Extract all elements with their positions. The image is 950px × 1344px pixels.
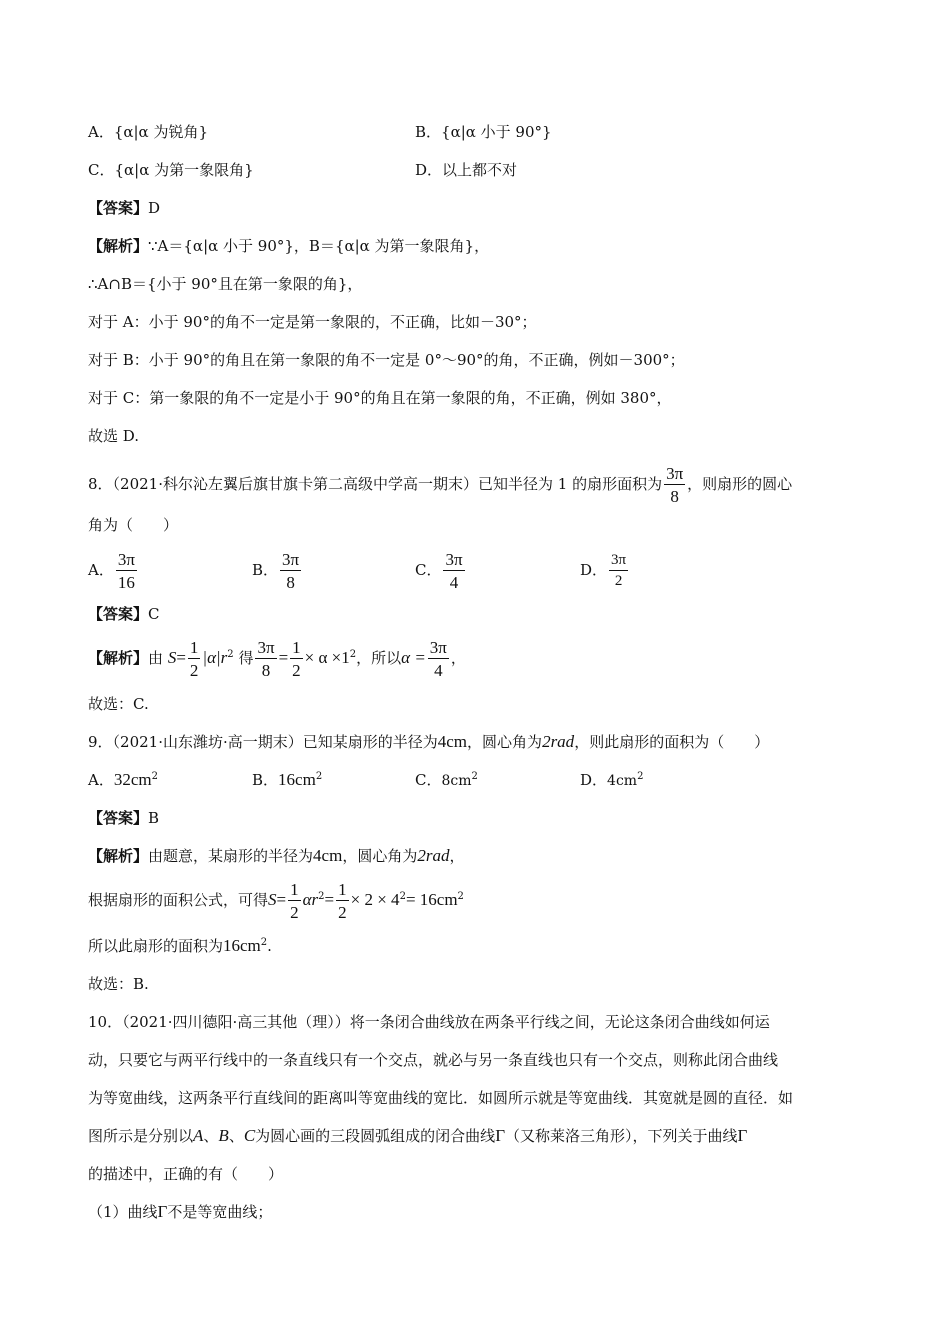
fraction-numerator: 3π [666,464,684,483]
option-fraction [609,553,628,589]
answer-value: D [148,199,161,217]
q9-option-c [415,770,478,791]
q7-option-b: B．{α|α 小于 90°} [415,123,552,141]
exponent: 2 [151,771,158,782]
analysis-label: 【解析】 [88,649,149,667]
q8-answer [88,604,160,624]
fraction-denominator: 2 [338,903,347,922]
exponent: 2 [315,771,323,782]
analysis-text: ，圆心角为 [342,847,418,865]
exponent: 2 [227,649,234,660]
fraction-numerator: 1 [290,880,299,899]
q10-line-3: 为等宽曲线，这两条平行直线间的距离叫等宽曲线的宽比．如圆所示就是等宽曲线．其宽就是圆的直径．如 [88,1089,794,1107]
analysis-label: 【解析】 [88,237,149,255]
q10-line-5: 的描述中，正确的有（ ） [88,1165,284,1183]
point-a: A [193,1126,204,1145]
q10-text: 为圆心画的三段圆弧组成的闭合曲线 [255,1127,496,1145]
q8-option-d [580,548,630,592]
q9-analysis-line-2 [88,878,464,922]
answer-label: 【答案】 [88,199,149,217]
q9-stem-text: ，则此扇形的面积为（ ） [574,733,770,751]
option-fraction [443,551,464,591]
fraction-numerator: 3π [257,638,275,657]
math-operator: = [176,648,186,667]
option-fraction [280,551,301,591]
fraction-denominator: 2 [614,573,623,589]
analysis-text: ， [450,649,466,667]
answer-label: 【答案】 [88,605,149,623]
math-operator: = [278,648,289,667]
q7-analysis-line-3: 对于 A：小于 90°的角不一定是第一象限的，不正确，比如－30°； [88,313,537,331]
gamma-symbol: Γ [157,1202,168,1221]
fraction-numerator: 1 [292,638,301,657]
math-value: 2rad [417,846,450,865]
answer-value: C [148,605,160,623]
q7-answer [88,198,160,218]
q7-conclusion: 故选 D. [88,427,140,445]
fraction-denominator: 4 [449,573,459,592]
q9-stem [88,732,769,752]
q9-answer [88,808,159,828]
q7-option-d: D．以上都不对 [415,161,518,179]
q8-option-c [415,548,467,592]
q10-item-1 [88,1202,272,1222]
q10-text: （1）曲线 [88,1203,158,1221]
analysis-text: . [267,937,272,955]
q7-analysis-line-4: 对于 B：小于 90°的角且在第一象限的角不一定是 0°～90°的角，不正确，例如－300°； [88,351,685,369]
math-value: 4cm [437,732,468,751]
exponent: 2 [471,771,478,782]
fraction-numerator: 3π [117,550,135,569]
q8-stem-text-end: ，则扇形的圆心 [687,475,793,493]
analysis-label: 【解析】 [88,847,149,865]
fraction-denominator: 2 [290,903,299,922]
q10-text: （又称莱洛三角形），下列关于曲线 [505,1127,738,1145]
analysis-text: 由题意，某扇形的半径为 [148,847,314,865]
option-label: D． [580,771,608,789]
half-fraction [188,639,201,679]
fraction-denominator: 8 [286,573,295,592]
half-fraction [288,881,301,921]
half-fraction [336,881,349,921]
exponent: 2 [260,937,268,948]
q7-analysis-line-2: ∴A∩B＝{小于 90°且在第一象限的角}， [88,275,363,293]
q8-stem-line-1 [88,462,792,506]
option-value: 4cm [607,773,638,789]
analysis-text: ∵A＝{α|α 小于 90°}，B＝{α|α 为第一象限角}， [148,237,490,255]
math-symbol: S [268,890,277,909]
analysis-text: 由 [148,649,164,667]
fraction-numerator: 1 [189,638,199,657]
exponent: 2 [399,891,406,902]
half-fraction [290,639,303,679]
q9-stem-text: 9．（2021·山东潍坊·高一期末）已知某扇形的半径为 [88,733,438,751]
option-label: A． [88,771,114,789]
math-expression: α = [401,648,426,667]
q10-text: 不是等宽曲线； [167,1203,273,1221]
fraction-numerator: 3π [445,550,463,569]
q9-option-d [580,770,643,791]
q8-stem-line-2: 角为（ ） [88,516,179,534]
fraction-denominator: 8 [670,487,679,506]
q7-analysis-line-1 [88,236,489,256]
math-value: 2rad [542,732,575,751]
point-b: B [218,1126,229,1145]
gamma-symbol: Γ [495,1126,506,1145]
math-expression: × α ×1 [304,648,350,667]
exponent: 2 [637,771,644,782]
exponent: 2 [349,649,357,660]
math-operator: = [324,890,335,909]
fraction-denominator: 2 [189,661,199,680]
q10-text: 图所示是分别以 [88,1127,194,1145]
q8-option-a [88,548,139,592]
q9-analysis-line-1 [88,846,464,866]
analysis-fraction [428,639,449,679]
exponent: 2 [318,891,325,902]
q8-stem-fraction [664,465,685,505]
option-value: 8cm [441,773,472,789]
q10-line-4 [88,1126,747,1146]
answer-label: 【答案】 [88,809,149,827]
q8-option-b [252,548,303,592]
q7-option-c: C．{α|α 为第一象限角} [88,161,254,179]
fraction-numerator: 3π [609,553,628,571]
analysis-text: ， [449,847,465,865]
math-value: 16cm [223,936,261,955]
q9-option-b [252,770,322,790]
q9-option-a [88,770,158,790]
q7-analysis-line-5: 对于 C：第一象限的角不一定是小于 90°的角且在第一象限的角，不正确，例如 380°， [88,389,672,407]
q8-stem-text: 8．（2021·科尔沁左翼后旗甘旗卡第二高级中学高一期末）已知半径为 1 的扇形面积为 [88,475,663,493]
fraction-numerator: 3π [429,638,447,657]
q10-text: 、 [228,1127,244,1145]
option-label: C． [415,771,442,789]
q10-line-1: 10．（2021·四川德阳·高三其他（理））将一条闭合曲线放在两条平行线之间，无论这条闭合曲线如何运 [88,1013,770,1031]
math-expression: αr [302,890,319,909]
option-label: D． [580,561,608,579]
q10-text: 、 [203,1127,219,1145]
q9-stem-text: ，圆心角为 [467,733,543,751]
exponent: 2 [457,891,464,902]
q8-analysis [88,636,466,680]
fraction-denominator: 4 [434,661,443,680]
point-c: C [243,1126,256,1145]
fraction-numerator: 1 [338,880,347,899]
q9-conclusion: 故选：B. [88,975,149,993]
option-label: A． [88,561,114,579]
option-value: 16cm [278,770,316,789]
math-symbol: S [167,648,177,667]
analysis-fraction [255,639,276,679]
option-label: C． [415,561,442,579]
fraction-denominator: 8 [261,661,271,680]
q9-analysis-line-3 [88,936,272,956]
math-expression: = 16cm [405,890,458,909]
analysis-text: 所以此扇形的面积为 [88,937,224,955]
math-expression: |α|r [202,648,228,667]
fraction-denominator: 2 [292,661,301,680]
math-expression: × 2 × 4 [350,890,400,909]
option-value: 32cm [113,770,152,789]
q10-line-2: 动，只要它与两平行线中的一条直线只有一个交点，就必与另一条直线也只有一个交点，则称此闭合曲线 [88,1051,779,1069]
analysis-text: 根据扇形的面积公式，可得 [88,891,269,909]
answer-value: B [148,809,160,827]
fraction-denominator: 16 [117,573,135,592]
option-label: B． [252,771,279,789]
q8-conclusion: 故选：C. [88,695,149,713]
option-label: B． [252,561,279,579]
q7-option-a: A．{α|α 为锐角} [88,123,209,141]
gamma-symbol: Γ [737,1126,748,1145]
analysis-text: 得 [238,649,254,667]
option-fraction [116,551,137,591]
math-value: 4cm [313,846,343,865]
fraction-numerator: 3π [282,550,300,569]
math-operator: = [276,890,287,909]
analysis-text: ，所以 [356,649,402,667]
